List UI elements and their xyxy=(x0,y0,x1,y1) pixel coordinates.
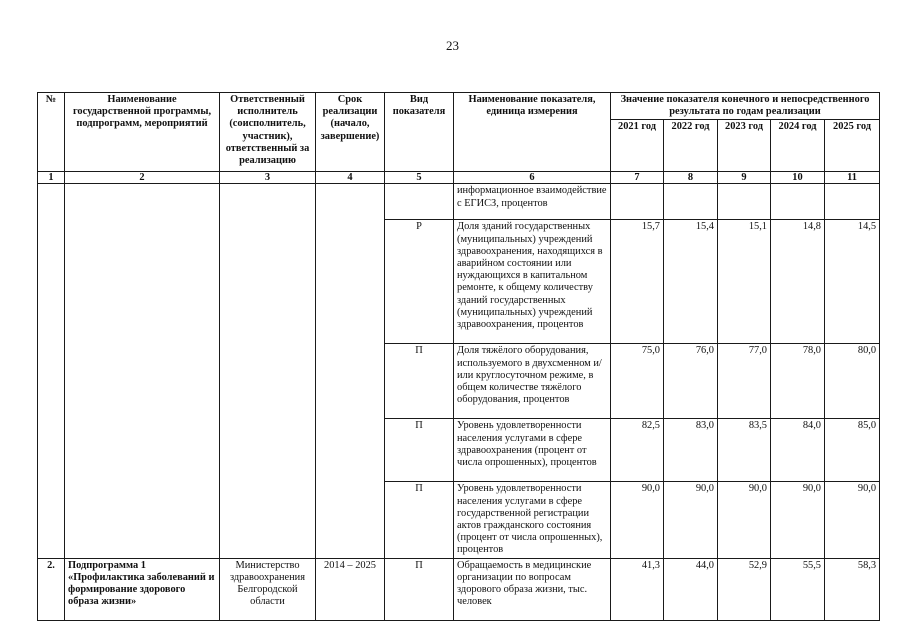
header-year: 2025 год xyxy=(825,120,880,172)
value-cell xyxy=(771,184,825,220)
subprogram-name: Подпрограмма 1 «Профилактика заболеваний и формирование здорового образа жизни» xyxy=(65,558,220,620)
column-number: 1 xyxy=(38,172,65,184)
subprogram-number: 2. xyxy=(38,558,65,620)
indicator-type xyxy=(385,184,454,220)
column-number: 2 xyxy=(65,172,220,184)
header-num: № xyxy=(38,93,65,172)
indicator-name: Уровень удовлетворенности населения услугами в сфере здравоохранения (процент от числа опрошенных), процентов xyxy=(454,419,611,482)
header-program: Наименование государственной программы, подпрограмм, мероприятий xyxy=(65,93,220,172)
value-cell: 15,4 xyxy=(664,220,718,344)
value-cell: 52,9 xyxy=(718,558,771,620)
value-cell: 55,5 xyxy=(771,558,825,620)
value-cell: 83,5 xyxy=(718,419,771,482)
value-cell: 84,0 xyxy=(771,419,825,482)
subprogram-term: 2014 – 2025 xyxy=(316,558,385,620)
header-row xyxy=(38,93,880,120)
column-number: 9 xyxy=(718,172,771,184)
indicator-name: Уровень удовлетворенности населения услугами в сфере государственной регистрации актов гражданского состояния (процент от числа опрошенных), процентов xyxy=(454,482,611,558)
column-number: 6 xyxy=(454,172,611,184)
indicator-name: Доля тяжёлого оборудования, используемого в двухсменном и/или круглосуточном режиме, в общем количестве тяжёлого оборудования, процентов xyxy=(454,344,611,419)
column-number: 11 xyxy=(825,172,880,184)
value-cell xyxy=(664,184,718,220)
value-cell: 15,1 xyxy=(718,220,771,344)
column-number: 5 xyxy=(385,172,454,184)
indicator-type: П xyxy=(385,344,454,419)
header-type: Вид показателя xyxy=(385,93,454,172)
value-cell: 41,3 xyxy=(611,558,664,620)
value-cell: 90,0 xyxy=(718,482,771,558)
value-cell: 15,7 xyxy=(611,220,664,344)
value-cell: 90,0 xyxy=(611,482,664,558)
value-cell: 76,0 xyxy=(664,344,718,419)
header-executor: Ответственный исполнитель (соисполнитель, участник), ответственный за реализацию xyxy=(220,93,316,172)
indicator-name: информационное взаимодействие с ЕГИСЗ, процентов xyxy=(454,184,611,220)
header-term: Срок реализации (начало, завершение) xyxy=(316,93,385,172)
indicator-name: Доля зданий государственных (муниципальных) учреждений здравоохранения, находящихся в аварийном состоянии или нуждающихся в капитальном ремонте, к общему количеству зданий государственных (муниципальных) учреждений здравоохранения, процентов xyxy=(454,220,611,344)
column-number: 3 xyxy=(220,172,316,184)
header-year: 2024 год xyxy=(771,120,825,172)
value-cell xyxy=(718,184,771,220)
column-number: 8 xyxy=(664,172,718,184)
value-cell: 85,0 xyxy=(825,419,880,482)
value-cell: 90,0 xyxy=(825,482,880,558)
header-year: 2023 год xyxy=(718,120,771,172)
value-cell: 75,0 xyxy=(611,344,664,419)
indicator-type: П xyxy=(385,419,454,482)
empty-cell xyxy=(38,184,65,558)
value-cell xyxy=(825,184,880,220)
subprogram-executor: Министерство здравоохранения Белгородской области xyxy=(220,558,316,620)
header-indicator: Наименование показателя, единица измерения xyxy=(454,93,611,172)
page-number: 23 xyxy=(446,38,459,53)
column-number: 10 xyxy=(771,172,825,184)
header-values-group: Значение показателя конечного и непосредственного результата по годам реализации xyxy=(611,93,880,120)
subprogram-row xyxy=(38,558,880,620)
header-year: 2021 год xyxy=(611,120,664,172)
empty-cell xyxy=(65,184,220,558)
value-cell: 80,0 xyxy=(825,344,880,419)
column-numbers-row xyxy=(38,172,880,184)
table-row xyxy=(38,184,880,220)
value-cell: 83,0 xyxy=(664,419,718,482)
value-cell: 58,3 xyxy=(825,558,880,620)
value-cell: 78,0 xyxy=(771,344,825,419)
value-cell: 14,5 xyxy=(825,220,880,344)
value-cell: 44,0 xyxy=(664,558,718,620)
indicator-name: Обращаемость в медицинские организации по вопросам здорового образа жизни, тыс. человек xyxy=(454,558,611,620)
empty-cell xyxy=(220,184,316,558)
empty-cell xyxy=(316,184,385,558)
value-cell: 82,5 xyxy=(611,419,664,482)
indicator-type: Р xyxy=(385,220,454,344)
header-year: 2022 год xyxy=(664,120,718,172)
column-number: 7 xyxy=(611,172,664,184)
column-number: 4 xyxy=(316,172,385,184)
value-cell xyxy=(611,184,664,220)
value-cell: 90,0 xyxy=(664,482,718,558)
value-cell: 77,0 xyxy=(718,344,771,419)
program-table xyxy=(37,92,880,621)
indicator-type: П xyxy=(385,558,454,620)
value-cell: 90,0 xyxy=(771,482,825,558)
value-cell: 14,8 xyxy=(771,220,825,344)
indicator-type: П xyxy=(385,482,454,558)
